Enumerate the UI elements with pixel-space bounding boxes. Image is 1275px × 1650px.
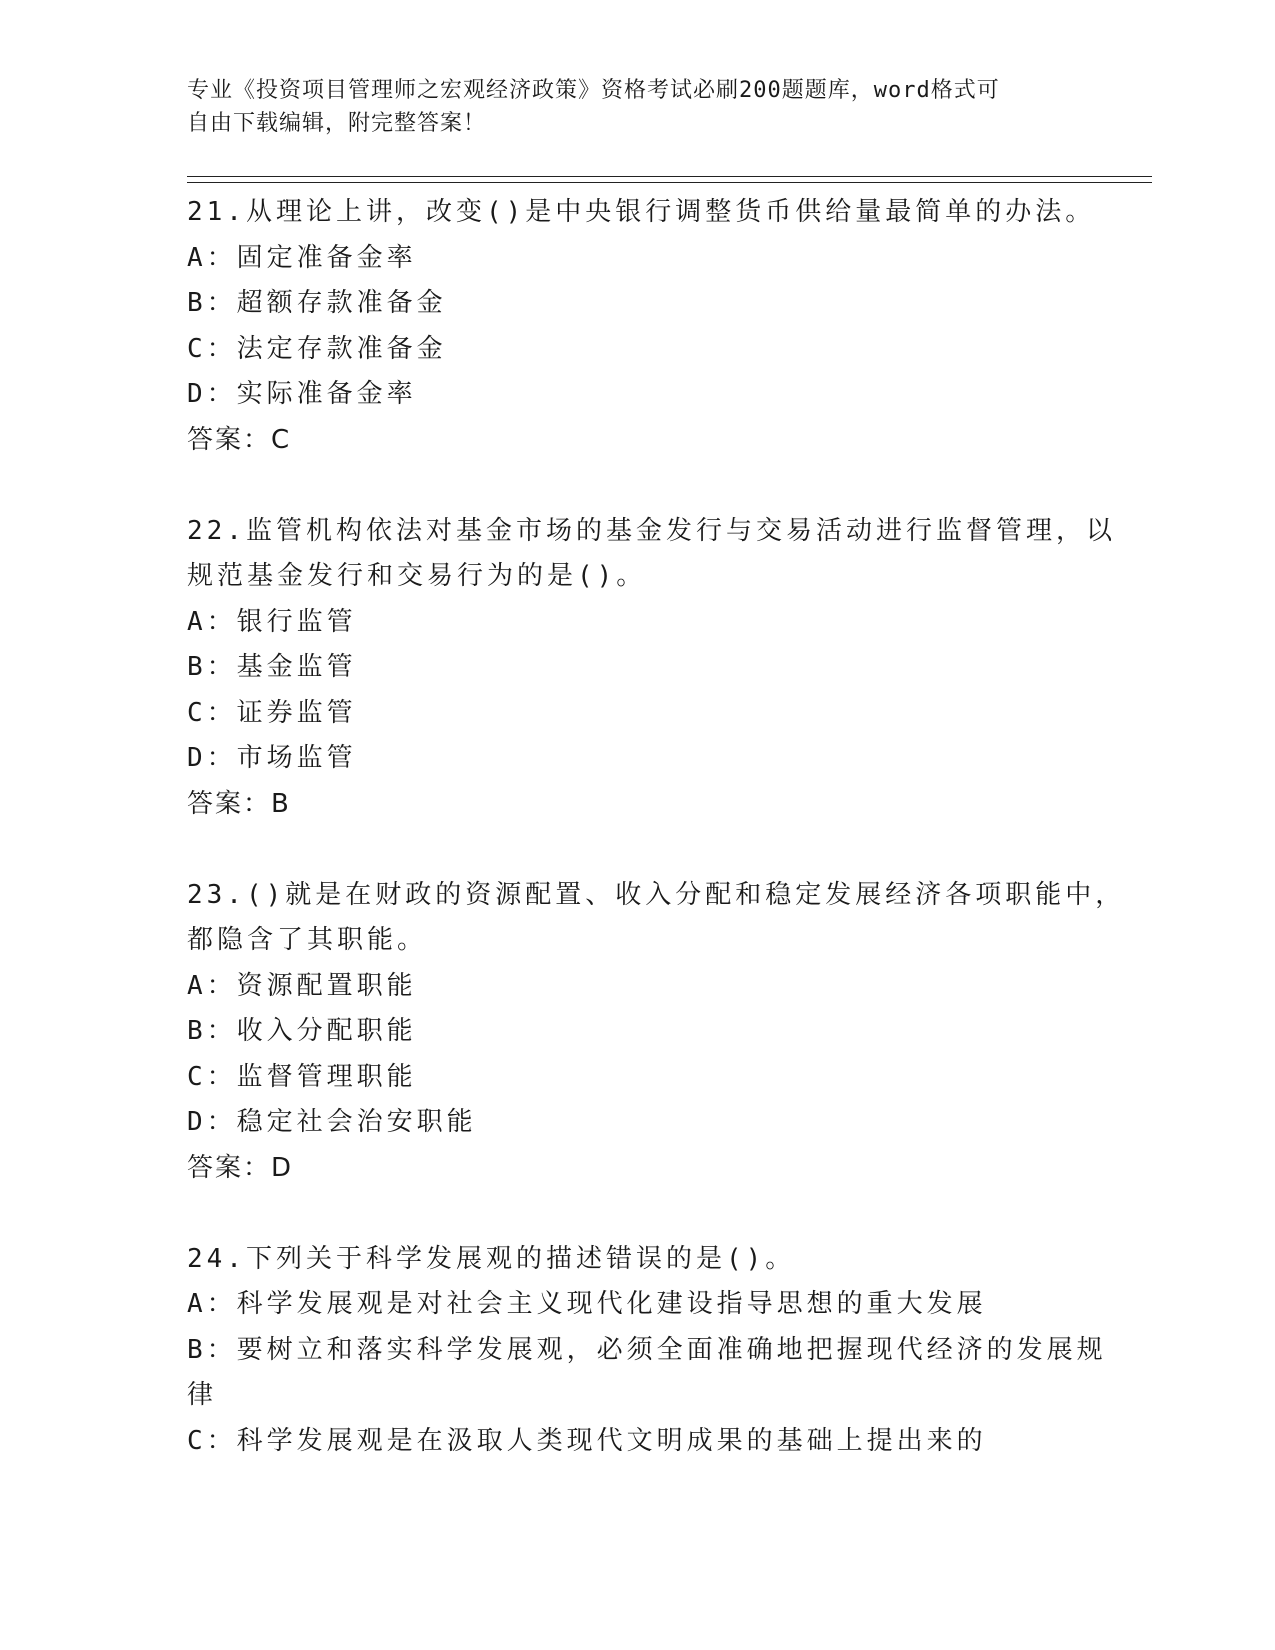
option-b: B：超额存款准备金	[187, 288, 447, 318]
question-block	[187, 1237, 1107, 1465]
document-header	[187, 74, 1067, 140]
header-divider-bottom	[187, 182, 1152, 183]
option-d: D：实际准备金率	[187, 379, 417, 409]
answer-line: 答案：C	[187, 424, 292, 455]
question-block	[187, 190, 1096, 463]
header-line-2: 自由下载编辑，附完整答案！	[187, 111, 487, 136]
question-stem: 21.从理论上讲，改变()是中央银行调整货币供给量最简单的办法。	[187, 197, 1096, 227]
option-a: A：资源配置职能	[187, 970, 417, 1001]
question-list	[187, 190, 1126, 1464]
option-a: A：银行监管	[187, 606, 357, 637]
question-stem-continued: 规范基金发行和交易行为的是()。	[187, 561, 647, 591]
option-c: C：证券监管	[187, 697, 357, 728]
option-a: A：固定准备金率	[187, 242, 417, 273]
option-b-continued: 律	[187, 1380, 218, 1410]
header-line-1: 专业《投资项目管理师之宏观经济政策》资格考试必刷200题题库，word格式可	[187, 78, 1000, 103]
answer-line: 答案：B	[187, 788, 291, 819]
question-spacer	[187, 463, 1087, 509]
option-d: D：稳定社会治安职能	[187, 1107, 477, 1137]
question-stem: 23.()就是在财政的资源配置、收入分配和稳定发展经济各项职能中，	[187, 879, 1126, 910]
question-stem: 22.监管机构依法对基金市场的基金发行与交易活动进行监督管理，以	[187, 515, 1116, 546]
option-c: C：科学发展观是在汲取人类现代文明成果的基础上提出来的	[187, 1425, 987, 1456]
option-c: C：监督管理职能	[187, 1061, 417, 1092]
question-stem-continued: 都隐含了其职能。	[187, 925, 428, 955]
answer-line: 答案：D	[187, 1152, 294, 1183]
option-b: B：基金监管	[187, 652, 357, 682]
option-c: C：法定存款准备金	[187, 333, 447, 364]
question-spacer	[187, 827, 1087, 873]
option-d: D：市场监管	[187, 743, 357, 773]
option-a: A：科学发展观是对社会主义现代化建设指导思想的重大发展	[187, 1289, 987, 1319]
question-block	[187, 873, 1126, 1192]
option-b: B：要树立和落实科学发展观，必须全面准确地把握现代经济的发展规	[187, 1334, 1107, 1365]
option-b: B：收入分配职能	[187, 1016, 417, 1046]
question-block	[187, 509, 1116, 828]
question-stem: 24.下列关于科学发展观的描述错误的是()。	[187, 1243, 796, 1274]
header-divider-top	[187, 176, 1152, 177]
question-spacer	[187, 1191, 1087, 1237]
